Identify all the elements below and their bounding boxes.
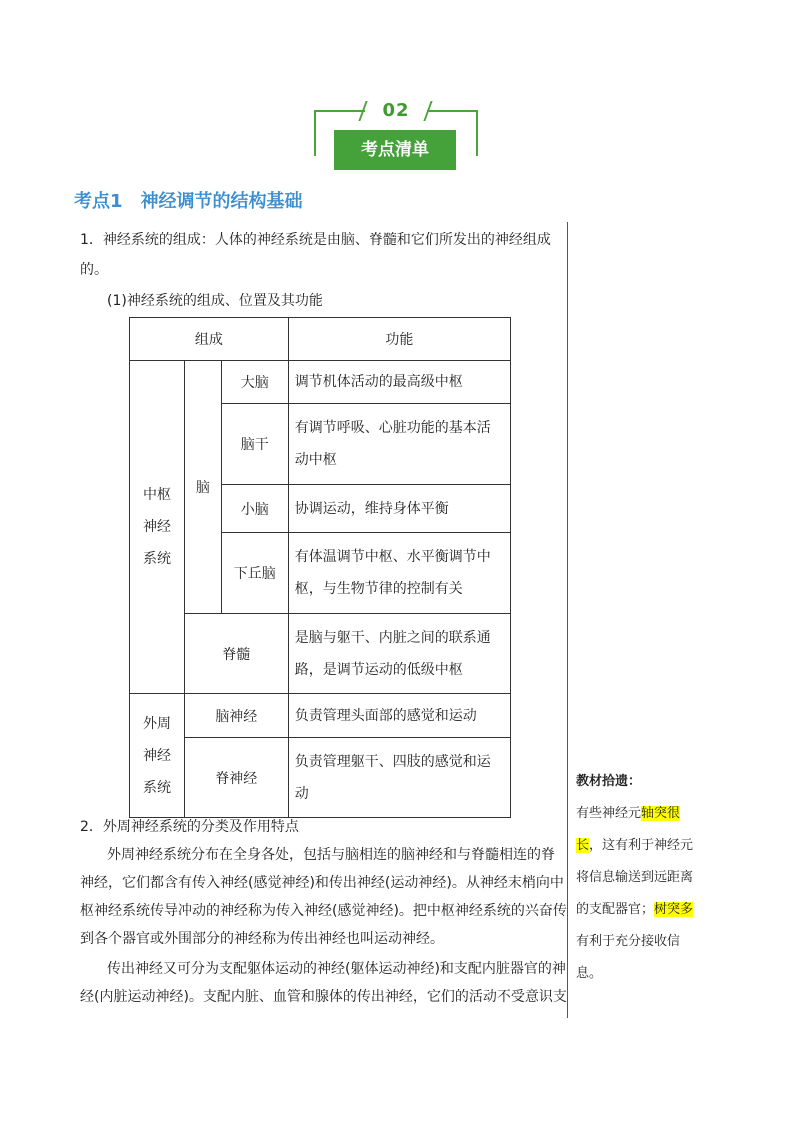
side-note-body: 有些神经元轴突很 长，这有利于神经元 将信息输送到远距离 的支配器官；树突多 有利于充分接收信 息。 <box>576 806 694 981</box>
margin-divider <box>567 222 568 1018</box>
paragraph-2-title: 2．外周神经系统的分类及作用特点 <box>80 819 299 835</box>
paragraph-2-line-2: 神经，它们都含有传入神经(感觉神经)和传出神经(运动神经)。从神经末梢向中 <box>80 875 564 891</box>
paragraph-3-line-1: 传出神经又可分为支配躯体运动的神经(躯体运动神经)和支配内脏器官的神 <box>107 961 566 977</box>
cell-cerebellum-function: 协调运动，维持身体平衡 <box>288 485 510 533</box>
cell-hypothalamus-function: 有体温调节中枢、水平衡调节中枢，与生物节律的控制有关 <box>288 533 510 614</box>
highlight-many-dendrites: 树突多 <box>654 902 694 917</box>
subheading-1: (1)神经系统的组成、位置及其功能 <box>107 293 323 309</box>
cell-cerebrum: 大脑 <box>221 361 288 404</box>
section-title: 考点1 神经调节的结构基础 <box>74 191 303 212</box>
table-header-function: 功能 <box>288 318 510 361</box>
paragraph-2-line-3: 枢神经系统传导冲动的神经称为传入神经(感觉神经)。把中枢神经系统的兴奋传 <box>80 903 567 919</box>
cell-cerebrum-function: 调节机体活动的最高级中枢 <box>288 361 510 404</box>
cell-cns: 中枢神经系统 <box>130 361 185 694</box>
cell-spinal-nerves-function: 负责管理躯干、四肢的感觉和运动 <box>288 738 510 818</box>
cell-spinal-nerves: 脊神经 <box>184 738 288 818</box>
cell-spinal-cord: 脊髓 <box>184 614 288 694</box>
cell-cranial-nerves: 脑神经 <box>184 694 288 738</box>
cell-spinal-cord-function: 是脑与躯干、内脏之间的联系通路，是调节运动的低级中枢 <box>288 614 510 694</box>
paragraph-2-line-4: 到各个器官或外围部分的神经称为传出神经也叫运动神经。 <box>80 931 444 947</box>
badge-number: 02 <box>382 100 410 121</box>
cell-brainstem-function: 有调节呼吸、心脏功能的基本活动中枢 <box>288 404 510 485</box>
cell-brain: 脑 <box>184 361 221 614</box>
badge-label: 考点清单 <box>334 130 456 170</box>
paragraph-2-line-1: 外周神经系统分布在全身各处，包括与脑相连的脑神经和与脊髓相连的脊 <box>107 847 555 863</box>
nerve-system-table <box>129 317 511 818</box>
cell-cranial-nerves-function: 负责管理头面部的感觉和运动 <box>288 694 510 738</box>
cell-cerebellum: 小脑 <box>221 485 288 533</box>
cell-brainstem: 脑干 <box>221 404 288 485</box>
cell-pns: 外周神经系统 <box>130 694 185 818</box>
paragraph-3-line-2: 经(内脏运动神经)。支配内脏、血管和腺体的传出神经，它们的活动不受意识支 <box>80 989 567 1005</box>
cell-hypothalamus: 下丘脑 <box>221 533 288 614</box>
paragraph-1-line-2: 的。 <box>80 262 108 278</box>
table-header-composition: 组成 <box>130 318 289 361</box>
paragraph-1-line-1: 1．神经系统的组成：人体的神经系统是由脑、脊髓和它们所发出的神经组成 <box>80 232 551 248</box>
highlight-long-axon: 轴突很 <box>641 806 681 821</box>
side-note-title: 教材拾遗： <box>576 774 642 789</box>
